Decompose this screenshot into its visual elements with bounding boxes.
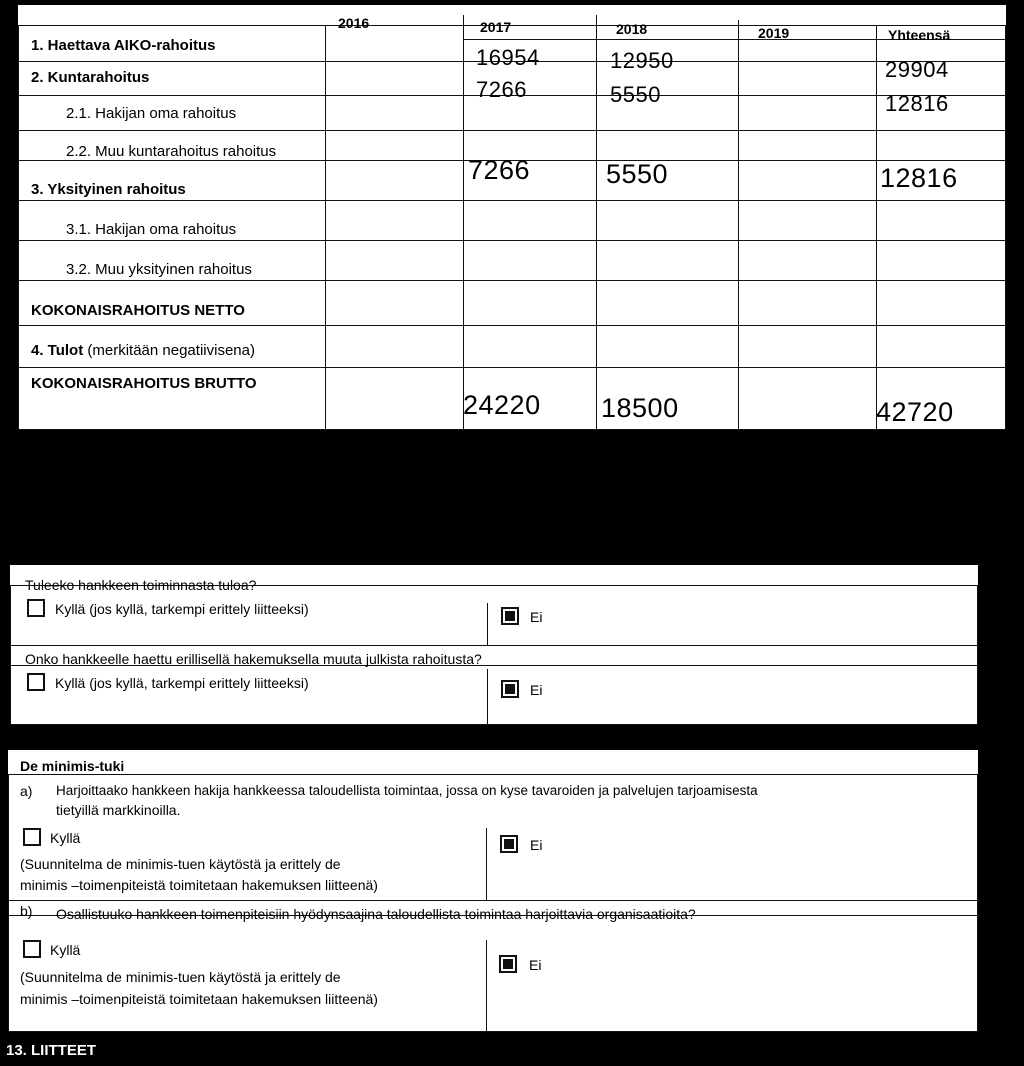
question-b-letter: b) — [20, 903, 33, 919]
value-brutto-2018: 18500 — [601, 393, 679, 423]
checkbox-public-funding-no[interactable] — [501, 680, 519, 698]
value-aiko-2018: 12950 — [610, 48, 674, 73]
value-muu-kunta-total: 12816 — [880, 163, 958, 193]
row-label-aiko: 1. Haettava AIKO-rahoitus — [31, 37, 216, 54]
checkbox-public-funding-yes[interactable] — [27, 673, 45, 691]
row-label-netto: KOKONAISRAHOITUS NETTO — [31, 302, 245, 319]
note-b-1: (Suunnitelma de minimis-tuen käytöstä ja erittely de — [20, 969, 341, 985]
table-column-line — [876, 25, 877, 430]
de-minimis-title: De minimis-tuki — [20, 758, 125, 774]
section-heading-liitteet: 13. LIITTEET — [6, 1042, 97, 1059]
row-label-tulot — [31, 342, 255, 359]
label-a-yes: Kyllä — [50, 830, 81, 846]
checkbox-income-no[interactable] — [501, 607, 519, 625]
value-brutto-total: 42720 — [876, 397, 954, 427]
value-kunta-total: 12816 — [885, 91, 949, 116]
table-border — [18, 25, 19, 430]
label-income-no: Ei — [530, 609, 543, 625]
table-row-line — [18, 25, 1006, 26]
value-aiko-total: 29904 — [885, 57, 949, 82]
year-header-2017: 2017 — [480, 19, 512, 35]
panel-line — [486, 828, 487, 900]
panel-line — [8, 774, 9, 1032]
label-b-yes: Kyllä — [50, 942, 81, 958]
note-a-1: (Suunnitelma de minimis-tuen käytöstä ja erittely de — [20, 856, 341, 872]
row-label-hakijan-oma: 2.1. Hakijan oma rahoitus — [66, 105, 237, 122]
checkbox-a-no[interactable] — [500, 835, 518, 853]
checkbox-a-yes[interactable] — [23, 828, 41, 846]
table-row-line — [18, 280, 1006, 281]
panel-line — [10, 645, 978, 646]
note-a-2: minimis –toimenpiteistä toimitetaan hakemuksen liitteenä) — [20, 877, 378, 893]
table-column-line — [738, 20, 739, 430]
year-header-total: Yhteensä — [888, 27, 951, 43]
financing-table — [18, 5, 1006, 430]
question-a-letter: a) — [20, 783, 33, 799]
table-row-line — [18, 429, 1006, 430]
row-label-brutto: KOKONAISRAHOITUS BRUTTO — [31, 375, 257, 392]
label-a-no: Ei — [530, 837, 543, 853]
row-label-muu-yksityinen: 3.2. Muu yksityinen rahoitus — [66, 261, 252, 278]
value-brutto-2017: 24220 — [463, 390, 541, 420]
label-income-yes: Kyllä (jos kyllä, tarkempi erittely liitteeksi) — [55, 601, 309, 617]
row-label-kuntarahoitus: 2. Kuntarahoitus — [31, 69, 150, 86]
row-label-tulot-bold: 4. Tulot — [31, 342, 84, 359]
checkbox-income-yes[interactable] — [27, 599, 45, 617]
label-b-no: Ei — [529, 957, 542, 973]
panel-line — [487, 603, 488, 645]
panel-line — [487, 669, 488, 724]
table-row-line — [18, 200, 1006, 201]
question-a-text-1: Harjoittaako hankkeen hakija hankkeessa taloudellista toimintaa, jossa on kyse tavaroiden ja palvelujen tarjoamisesta — [56, 783, 758, 798]
label-public-funding-yes: Kyllä (jos kyllä, tarkempi erittely liitteeksi) — [55, 675, 309, 691]
table-row-line — [18, 240, 1006, 241]
panel-line — [10, 585, 11, 725]
question-income: Tuleeko hankkeen toiminnasta tuloa? — [25, 577, 257, 593]
row-label-muu-kunta: 2.2. Muu kuntarahoitus rahoitus — [66, 143, 277, 160]
row-label-tulot-rest: (merkitään negatiivisena) — [83, 342, 255, 359]
year-header-2016: 2016 — [338, 15, 370, 31]
year-header-2018: 2018 — [616, 21, 648, 37]
question-b-text: Osallistuuko hankkeen toimenpiteisiin hyödynsaajina taloudellista toimintaa harjoittavia organisaatioita? — [56, 906, 696, 922]
panel-line — [8, 774, 978, 775]
checkbox-b-no[interactable] — [499, 955, 517, 973]
value-muu-kunta-2017: 7266 — [468, 155, 531, 185]
question-public-funding: Onko hankkeelle haettu erillisellä hakemuksella muuta julkista rahoitusta? — [25, 651, 482, 667]
panel-line — [977, 585, 978, 725]
note-b-2: minimis –toimenpiteistä toimitetaan hakemuksen liitteenä) — [20, 991, 378, 1007]
table-column-line — [325, 25, 326, 430]
panel-line — [486, 940, 487, 1031]
label-public-funding-no: Ei — [530, 682, 543, 698]
row-label-yksityinen: 3. Yksityinen rahoitus — [31, 181, 186, 198]
table-row-line — [18, 130, 1006, 131]
panel-line — [10, 724, 978, 725]
checkbox-b-yes[interactable] — [23, 940, 41, 958]
year-header-2019: 2019 — [758, 25, 790, 41]
question-a-text-2: tietyillä markkinoilla. — [56, 802, 181, 818]
value-kunta-2018: 5550 — [610, 82, 661, 107]
table-border — [1005, 25, 1006, 430]
panel-line — [8, 1031, 978, 1032]
row-label-yksityinen-oma: 3.1. Hakijan oma rahoitus — [66, 221, 237, 238]
value-aiko-2017: 16954 — [476, 45, 540, 70]
panel-line — [8, 900, 978, 901]
income-questions-panel — [10, 565, 978, 725]
value-muu-kunta-2018: 5550 — [606, 159, 669, 189]
value-kunta-2017: 7266 — [476, 77, 527, 102]
table-row-line — [18, 367, 1006, 368]
table-row-line — [18, 325, 1006, 326]
de-minimis-panel — [8, 750, 978, 1032]
panel-line — [977, 774, 978, 1032]
